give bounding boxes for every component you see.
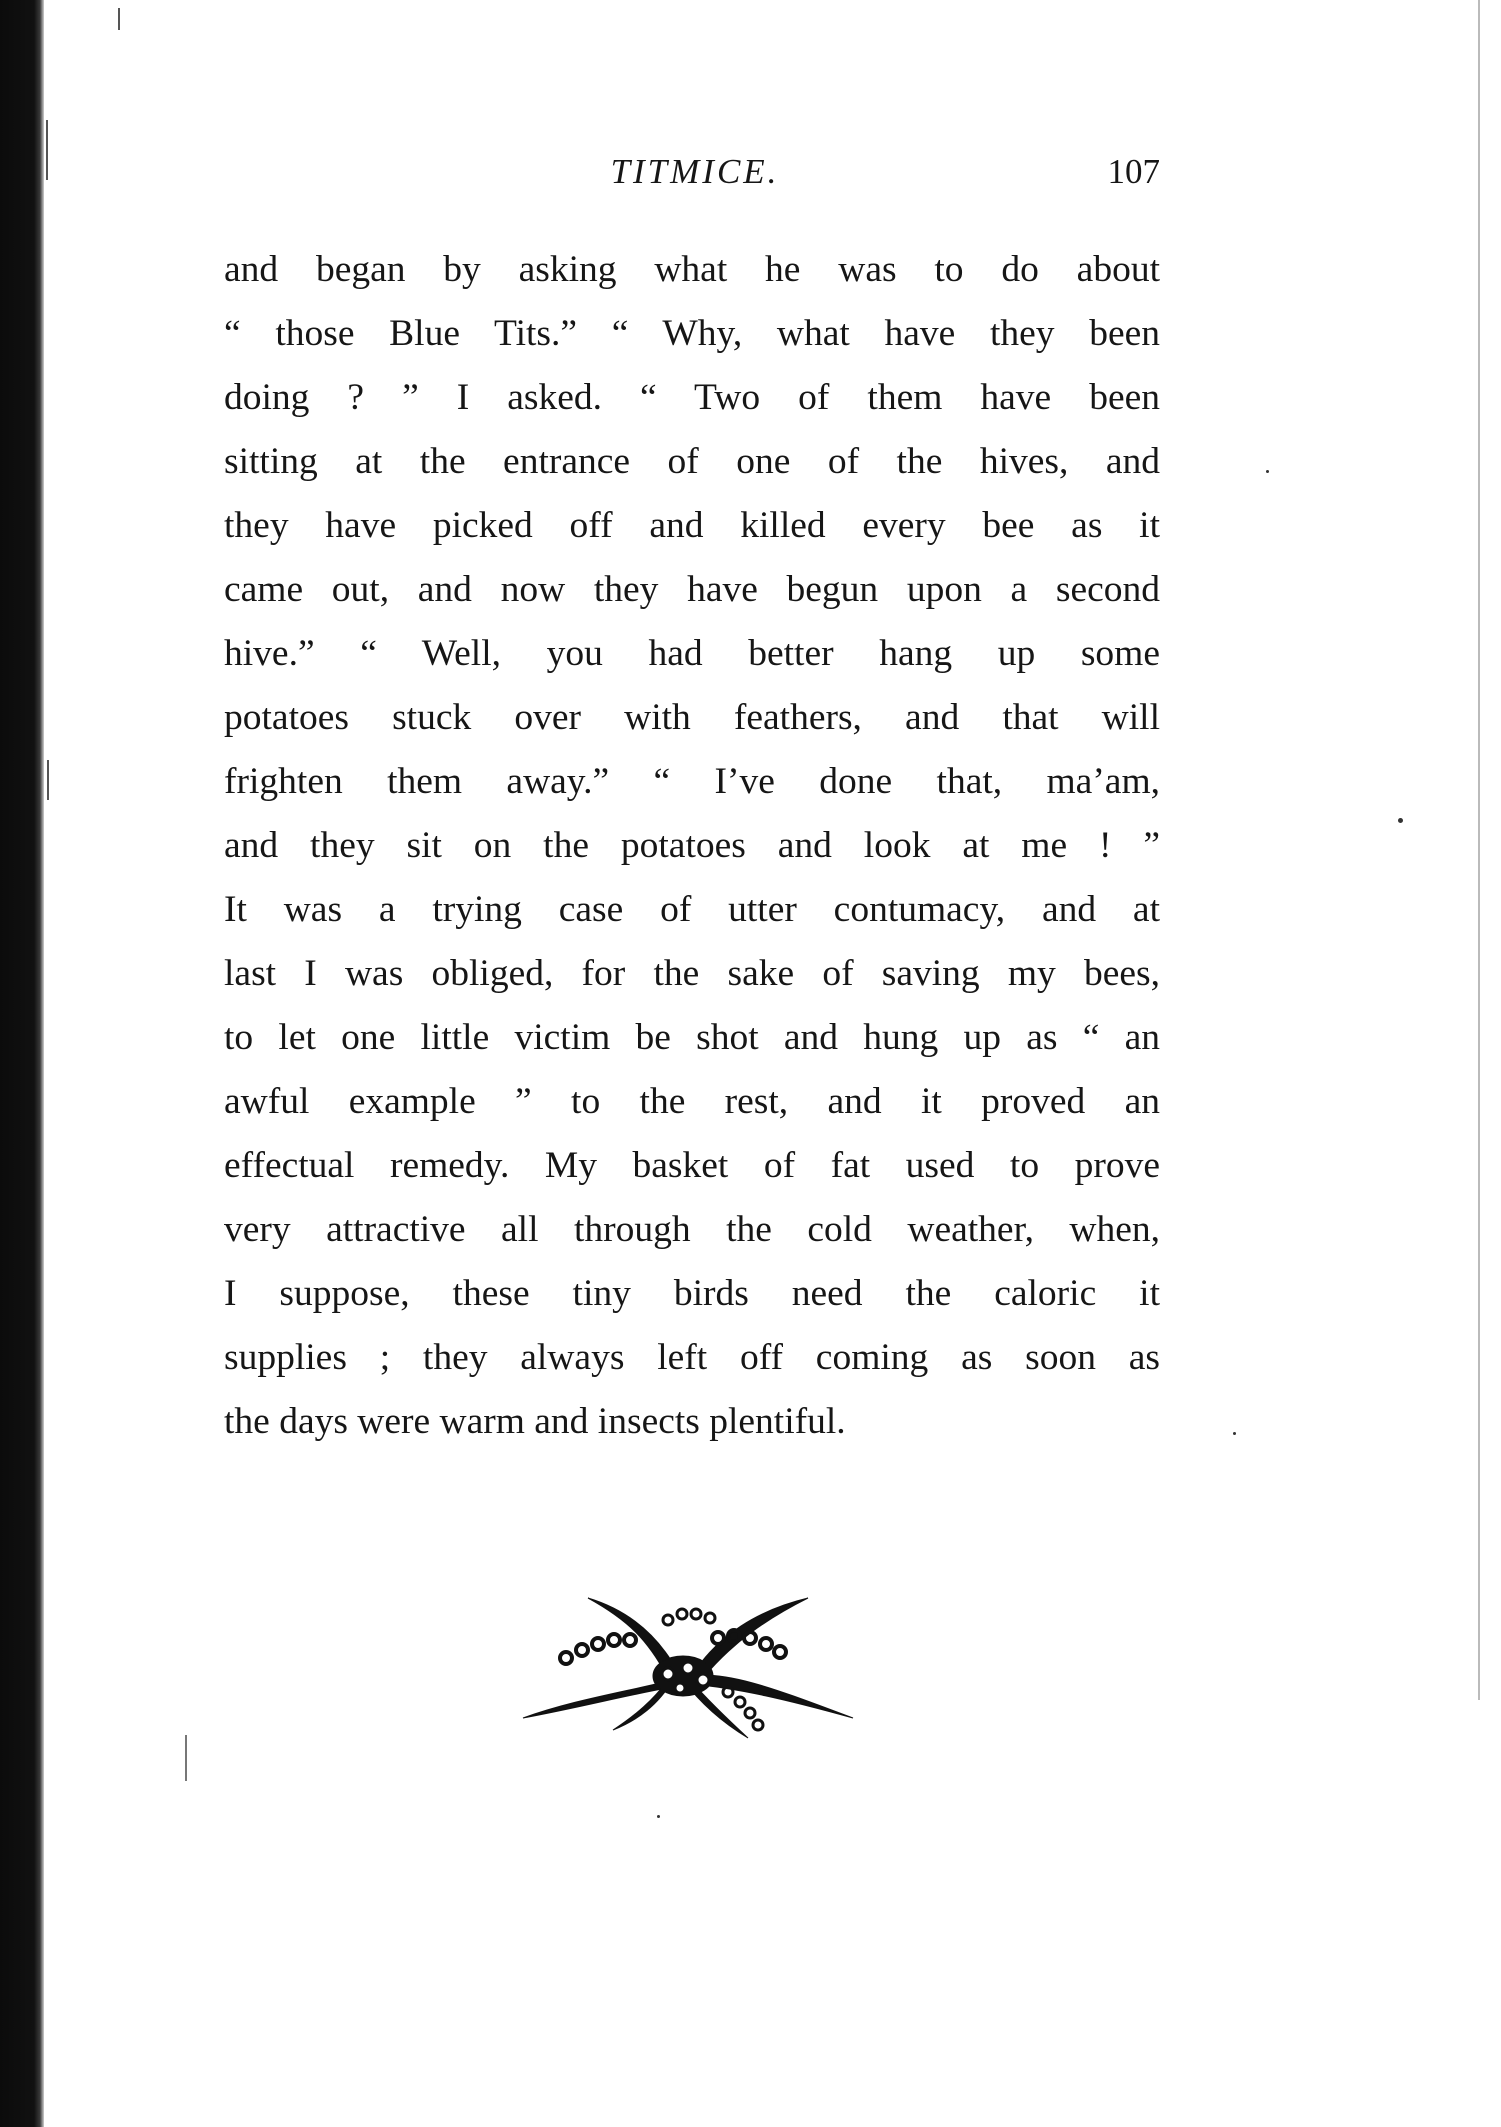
scan-edge-line <box>1478 0 1480 1700</box>
scan-speck <box>657 1815 660 1818</box>
text-line: very attractive all through the cold weather, when, <box>224 1209 1160 1250</box>
body-text <box>224 238 1160 1454</box>
text-line: doing ? ” I asked. “ Two of them have been <box>224 377 1160 418</box>
scanned-binding-edge <box>0 0 44 2127</box>
scan-scratch <box>185 1735 187 1781</box>
text-line: frighten them away.” “ I’ve done that, ma’am, <box>224 761 1160 802</box>
page-number: 107 <box>1107 152 1160 191</box>
text-line: they have picked off and killed every bee as it <box>224 505 1160 546</box>
text-line: awful example ” to the rest, and it proved an <box>224 1081 1160 1122</box>
text-line: supplies ; they always left off coming as soon as <box>224 1337 1160 1378</box>
scan-speck <box>1266 470 1269 473</box>
text-line: and began by asking what he was to do about <box>224 249 1160 290</box>
lily-of-the-valley-tailpiece-icon <box>518 1580 858 1740</box>
running-head <box>0 152 1501 202</box>
text-line: It was a trying case of utter contumacy, and at <box>224 889 1160 930</box>
text-line: and they sit on the potatoes and look at me ! ” <box>224 825 1160 866</box>
text-line: to let one little victim be shot and hung up as “ an <box>224 1017 1160 1058</box>
text-line: I suppose, these tiny birds need the caloric it <box>224 1273 1160 1314</box>
text-line: “ those Blue Tits.” “ Why, what have they been <box>224 313 1160 354</box>
text-line: the days were warm and insects plentiful. <box>224 1401 846 1442</box>
running-title: TITMICE. <box>610 152 780 191</box>
text-line: effectual remedy. My basket of fat used to prove <box>224 1145 1160 1186</box>
scan-speck <box>1233 1432 1236 1435</box>
text-line: came out, and now they have begun upon a second <box>224 569 1160 610</box>
text-line: last I was obliged, for the sake of saving my bees, <box>224 953 1160 994</box>
text-line: potatoes stuck over with feathers, and that will <box>224 697 1160 738</box>
scan-speck <box>1398 818 1403 823</box>
binding-speck <box>118 8 120 30</box>
text-line: hive.” “ Well, you had better hang up some <box>224 633 1160 674</box>
text-line: sitting at the entrance of one of the hives, and <box>224 441 1160 482</box>
binding-speck <box>47 760 49 800</box>
